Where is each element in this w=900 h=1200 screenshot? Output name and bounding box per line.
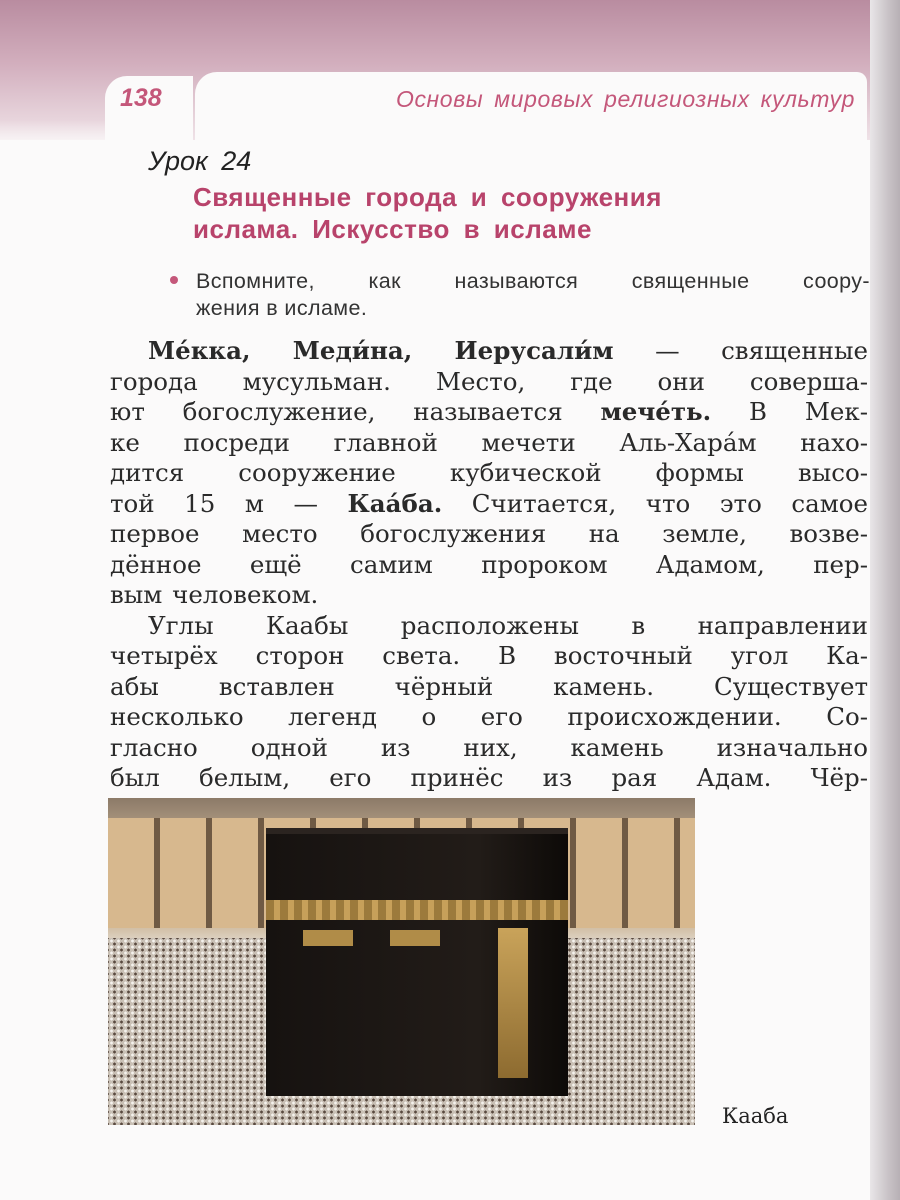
kaaba-inscription [390, 930, 440, 946]
page-number: 138 [120, 84, 162, 112]
kaaba-photo [108, 798, 695, 1125]
running-title: Основы мировых религиозных культур [395, 86, 855, 112]
next-page-edge [870, 0, 900, 1200]
figure-caption: Кааба [722, 1104, 789, 1128]
text-segment: — священные [613, 336, 868, 365]
recall-question [170, 268, 870, 322]
body-line [110, 763, 868, 794]
text-segment: города мусульман. Место, где они соверша- [110, 366, 868, 396]
body-line [110, 489, 868, 520]
bullet-icon [170, 276, 178, 284]
bold-term: мече́ть. [600, 397, 712, 426]
body-line [110, 397, 868, 428]
question-line: жения в исламе. [196, 296, 368, 320]
body-line [110, 550, 868, 581]
question-line: Вспомните, как называются священные соору- [196, 269, 870, 293]
text-segment: абы вставлен чёрный камень. Существует [110, 671, 868, 701]
text-segment: ют богослужение, называется [110, 397, 601, 426]
body-line [110, 367, 868, 398]
text-segment: Считается, что это самое [442, 488, 868, 518]
body-line [110, 428, 868, 459]
lesson-title [193, 181, 662, 245]
lesson-title-line: Священные города и сооружения [193, 182, 662, 212]
text-segment: был белым, его принёс из рая Адам. Чёр- [110, 763, 868, 792]
text-segment: первое место богослужения на земле, возве- [110, 519, 868, 548]
kaaba-gold-band [266, 900, 568, 920]
body-line [110, 641, 868, 672]
text-segment: Углы Каабы расположены в направлении [148, 610, 868, 640]
body-line [110, 611, 868, 642]
text-segment: дённое ещё самим пророком Адамом, пер- [110, 549, 868, 579]
text-segment: гласно одной из них, камень изначально [110, 732, 868, 762]
text-segment: вым человеком. [110, 580, 319, 609]
body-line [110, 702, 868, 733]
body-text [110, 336, 868, 794]
bold-term: Ме́кка, Меди́на, Иерусали́м [148, 336, 614, 365]
text-segment: В Мек- [711, 397, 868, 426]
text-segment: ке посреди главной мечети Аль-Хара́м нахо- [110, 427, 868, 457]
bold-term: Каа́ба. [347, 488, 443, 518]
body-line [110, 733, 868, 764]
text-segment: четырёх сторон света. В восточный угол Ка- [110, 641, 868, 670]
text-segment: несколько легенд о его происхождении. Со- [110, 702, 868, 731]
kaaba-inscription [303, 930, 353, 946]
kaaba-door [498, 928, 528, 1078]
body-line [110, 336, 868, 367]
body-line [110, 458, 868, 489]
body-line [110, 519, 868, 550]
body-line [110, 672, 868, 703]
text-segment: той 15 м — [110, 488, 348, 518]
lesson-label: Урок 24 [148, 146, 252, 176]
lesson-title-line: ислама. Искусство в исламе [193, 214, 592, 244]
body-line [110, 580, 868, 611]
header-fade [0, 120, 105, 150]
text-segment: дится сооружение кубической формы высо- [110, 458, 868, 487]
